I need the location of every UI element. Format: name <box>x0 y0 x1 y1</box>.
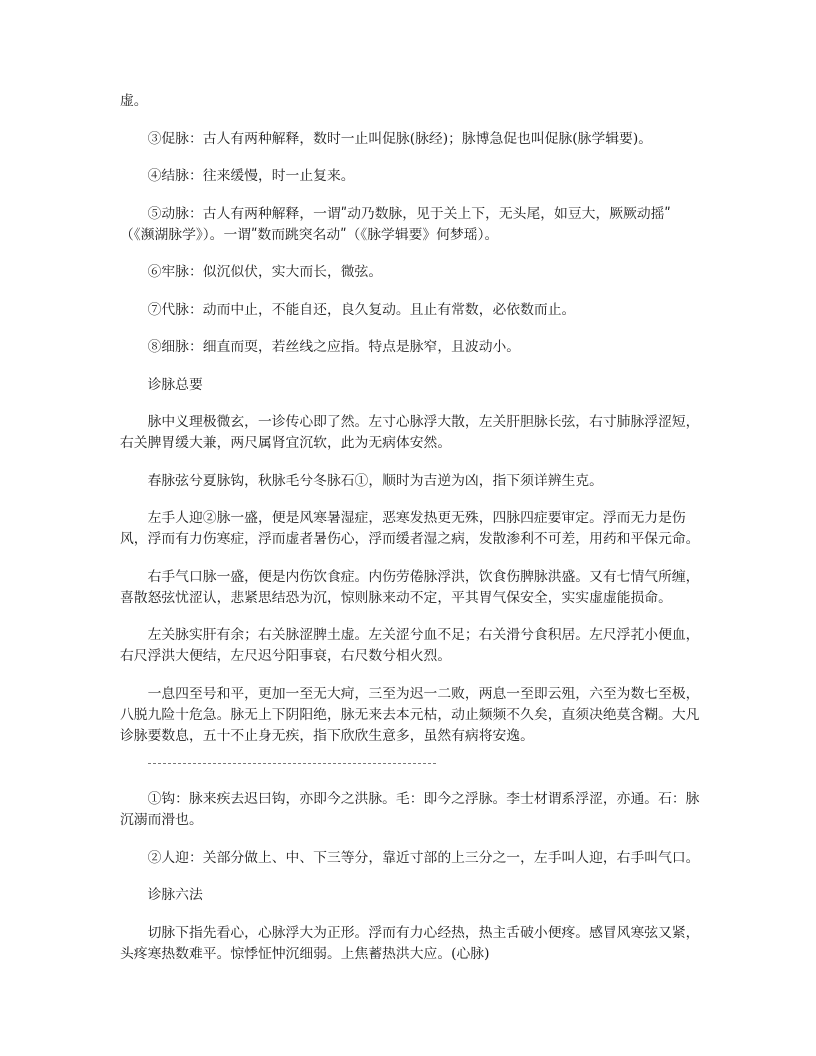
paragraph-dong-pulse: ⑤动脉：古人有两种解释，一谓ʺ动乃数脉，见于关上下，无头尾，如豆大，厥厥动摇ʺ（《濒湖脉学》）。一谓ʺ数而跳突名动ʺ（《脉学辑要》何梦瑶）。 <box>120 205 671 243</box>
paragraph: 一息四至号和平，更加一至无大疴，三至为迟一二败，两息一至即云殂，六至为数七至极，八脱九险十危急。脉无上下阴阳绝，脉无来去本元枯，动止频频不久矣，直须决绝莫含糊。大凡诊脉要数息，五十不止身无疾，指下欣欣生意多，虽然有病将安逸。 <box>120 685 700 744</box>
paragraph: 左手人迎②脉一盛，便是风寒暑湿症，恶寒发热更无殊，四脉四症要审定。浮而无力是伤风，浮而有力伤寒症，浮而虚者暑伤心，浮而缓者湿之病，发散渗利不可差，用药和平保元命。 <box>120 510 700 547</box>
paragraph-jie-pulse: ④结脉：往来缓慢，时一止复来。 <box>147 168 355 184</box>
footnote-1: ①钩：脉来疾去迟曰钩，亦即今之洪脉。毛：即今之浮脉。李士材谓系浮涩，亦通。石：脉沉溺而滑也。 <box>120 791 700 828</box>
paragraph-cu-pulse: ③促脉：古人有两种解释，数时一止叫促脉(脉经)；脉博急促也叫促脉(脉学辑要)。 <box>147 130 653 147</box>
document-page <box>120 91 700 981</box>
footnote-divider <box>148 763 436 764</box>
paragraph: 脉中义理极微玄，一诊传心即了然。左寸心脉浮大散，左关肝胆脉长弦，右寸肺脉浮涩短，右关脾胃缓大兼，两尺属肾宜沉软，此为无病体安然。 <box>120 414 700 451</box>
paragraph-xi-pulse: ⑧细脉：细直而耎，若丝线之应指。特点是脉窄，且波动小。 <box>147 339 521 355</box>
paragraph: 左关脉实肝有余；右关脉涩脾土虚。左关涩兮血不足；右关滑兮食积居。左尺浮芤小便血，右尺浮洪大便结，左尺迟兮阳事衰，右尺数兮相火烈。 <box>120 627 700 664</box>
footnote-2: ②人迎：关部分做上、中、下三等分，靠近寸部的上三分之一，左手叫人迎，右手叫气口。 <box>147 849 700 866</box>
paragraph: 切脉下指先看心，心脉浮大为正形。浮而有力心经热，热主舌破小便疼。感冒风寒弦又紧，头疼寒热数难平。惊悸怔忡沉细弱。上焦蓄热洪大应。(心脉) <box>120 924 700 962</box>
section-heading: 诊脉六法 <box>147 887 203 903</box>
section-heading: 诊脉总要 <box>147 376 203 393</box>
paragraph-dai-pulse: ⑦代脉：动而中止，不能自还，良久复动。且止有常数，必依数而止。 <box>147 301 576 318</box>
paragraph-continuation: 虚。 <box>120 93 148 109</box>
paragraph: 右手气口脉一盛，便是内伤饮食症。内伤劳倦脉浮洪，饮食伤脾脉洪盛。又有七情气所缠，喜散怒弦忧涩认，悲紧思结恐为沉，惊则脉来动不定，平其胃气保安全，实实虚虚能损命。 <box>120 568 700 606</box>
paragraph-lao-pulse: ⑥牢脉：似沉似伏，实大而长，微弦。 <box>147 264 383 280</box>
paragraph: 春脉弦兮夏脉钩，秋脉毛兮冬脉石①，顺时为吉逆为凶，指下须详辨生克。 <box>147 472 603 489</box>
